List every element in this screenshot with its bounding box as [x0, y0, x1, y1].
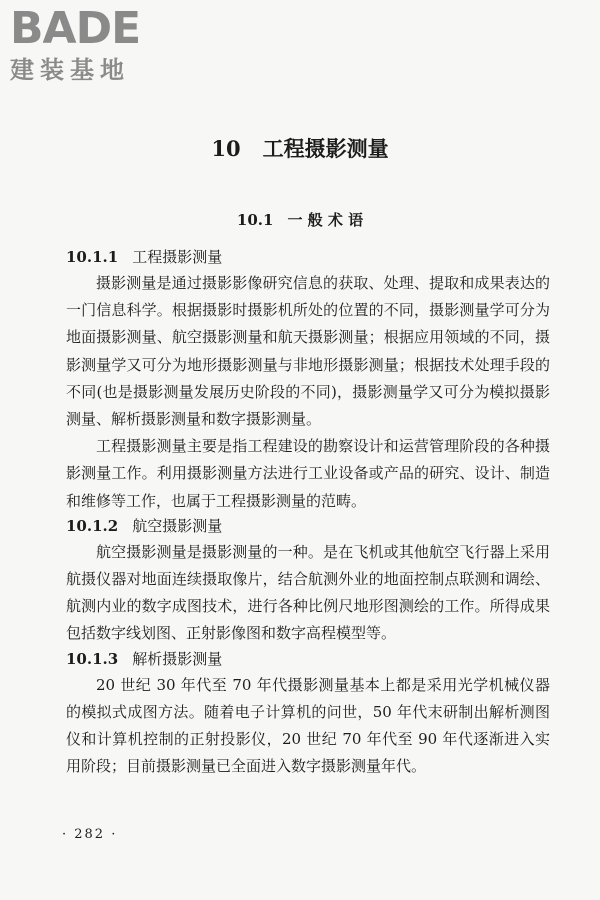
subsection-title: 航空摄影测量	[132, 516, 223, 535]
subsection-title: 工程摄影测量	[132, 248, 223, 266]
paragraph: 航空摄影测量是摄影测量的一种。是在飞机或其他航空飞行器上采用航摄仪器对地面连续摄取像片，结合航测外业的地面控制点联测和调绘、航测内业的数字成图技术，进行各种比例尺地形图测绘的工作。所得成果包括数字线划图、正射影像图和数字高程模型等。	[66, 542, 550, 643]
logo	[10, 3, 180, 84]
paragraph: 20 世纪 30 年代至 70 年代摄影测量基本上都是采用光学机械仪器的模拟式成图方法。随着电子计算机的问世，50 年代末研制出解析测图仪和计算机控制的正射投影仪，20 世纪 70 年代至 90 年代逐渐进入实用阶段；目前摄影测量已全面进入数字摄影测量年代。	[66, 675, 550, 776]
subsection-heading	[66, 246, 550, 268]
page-number: · 282 ·	[62, 827, 118, 842]
subsection-heading	[66, 515, 550, 537]
section-title: 一 般 术 语	[287, 211, 364, 229]
paragraph: 工程摄影测量主要是指工程建设的勘察设计和运营管理阶段的各种摄影测量工作。利用摄影测量方法进行工业设备或产品的研究、设计、制造和维修等工作，也属于工程摄影测量的范畴。	[66, 437, 550, 510]
chapter-title: 工程摄影测量	[262, 136, 389, 161]
logo-subtitle: 建装基地	[10, 56, 130, 84]
subsection-heading	[66, 648, 550, 670]
section-number: 10.1	[236, 211, 274, 229]
chapter-number: 10	[211, 136, 241, 161]
subsection-number: 10.1.3	[66, 649, 119, 668]
subsection-number: 10.1.2	[66, 516, 119, 535]
paragraph: 摄影测量是通过摄影影像研究信息的获取、处理、提取和成果表达的一门信息科学。根据摄影时摄影机所处的位置的不同，摄影测量学可分为地面摄影测量、航空摄影测量和航天摄影测量；根据应用领域的不同，摄影测量学又可分为地形摄影测量与非地形摄影测量；根据技术处理手段的不同(也是摄影测量发展历史阶段的不同)，摄影测量学又可分为模拟摄影测量、解析摄影测量和数字摄影测量。	[66, 274, 550, 429]
body-text	[66, 246, 550, 780]
chapter-heading	[0, 133, 600, 163]
subsection-title: 解析摄影测量	[132, 649, 223, 668]
logo-text: BADE	[10, 3, 141, 54]
subsection-number: 10.1.1	[66, 248, 119, 266]
section-heading	[0, 209, 600, 230]
